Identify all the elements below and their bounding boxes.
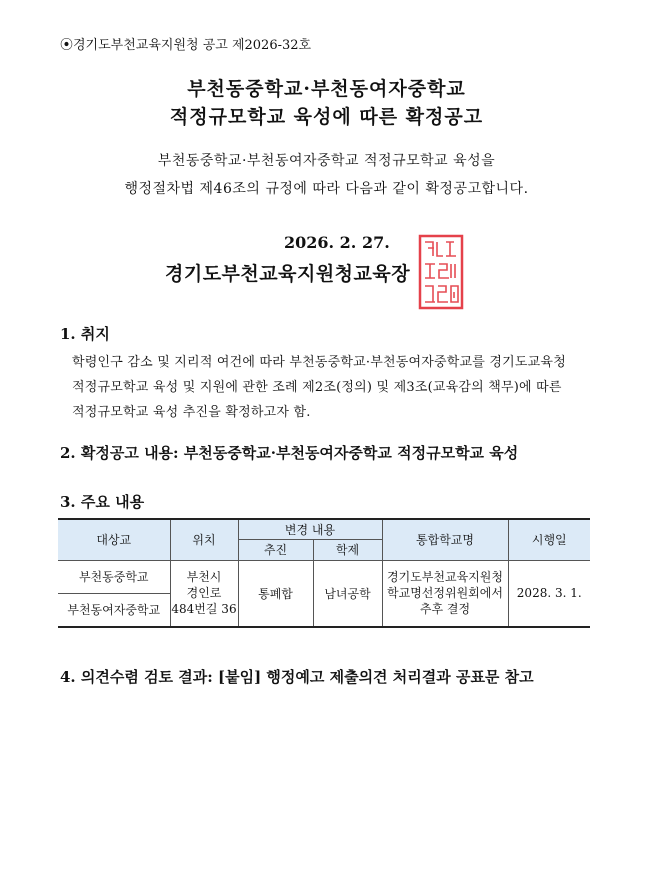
document-title-line1: 부천동중학교·부천동여자중학교 [187, 78, 466, 100]
header-school: 대상교 [58, 519, 170, 560]
location-line: 부천시 [186, 570, 222, 585]
merged-name-line: 경기도부천교육지원청 [387, 570, 503, 585]
section-1-body-line: 적정규모학교 육성 추진을 확정하고자 함. [72, 405, 311, 420]
merged-name-cell [382, 560, 508, 627]
location-cell [170, 560, 238, 627]
table-row [58, 560, 590, 593]
school-system-cell: 남녀공학 [313, 560, 382, 627]
merged-name-line: 학교명선정위원회에서 [387, 586, 503, 601]
intro-line2: 행정절차법 제46조의 규정에 따라 다음과 같이 확정공고합니다. [124, 181, 529, 197]
location-line: 484번길 36 [171, 602, 237, 617]
section-1-body-line: 학령인구 감소 및 지리적 여건에 따라 부천동중학교·부천동여자중학교를 경기도교육청 [72, 355, 566, 370]
notice-number: ⦿경기도부천교육지원청 공고 제2026-32호 [60, 38, 312, 53]
section-1-body-line: 적정규모학교 육성 및 지원에 관한 조례 제2조(정의) 및 제3조(교육감의 책무)에 따른 [72, 380, 562, 395]
announcement-date: 2026. 2. 27. [284, 233, 390, 252]
header-change: 변경 내용 [238, 519, 382, 539]
header-location: 위치 [170, 519, 238, 560]
main-content-table [58, 518, 590, 628]
section-2-heading: 2. 확정공고 내용: 부천동중학교·부천동여자중학교 적정규모학교 육성 [60, 444, 519, 462]
section-1-heading: 1. 취지 [60, 325, 110, 343]
header-merged-name: 통합학교명 [382, 519, 508, 560]
header-promotion: 추진 [238, 539, 313, 560]
school-cell: 부천동중학교 [58, 560, 170, 593]
location-line: 경인로 [186, 586, 222, 601]
merged-name-line: 추후 결정 [419, 602, 471, 617]
section-4-heading: 4. 의견수렴 검토 결과: [붙임] 행정예고 제출의견 처리결과 공표문 참고 [60, 668, 534, 686]
header-school-system: 학제 [313, 539, 382, 560]
issuer-name: 경기도부천교육지원청교육장 [165, 263, 411, 285]
document-title-line2: 적정규모학교 육성에 따른 확정공고 [169, 106, 484, 128]
school-cell: 부천동여자중학교 [58, 593, 170, 627]
header-effective-date: 시행일 [508, 519, 590, 560]
official-seal-stamp [418, 234, 464, 310]
section-3-heading: 3. 주요 내용 [60, 493, 145, 511]
promotion-cell: 통폐합 [238, 560, 313, 627]
effective-date-cell: 2028. 3. 1. [508, 560, 590, 627]
intro-line1: 부천동중학교·부천동여자중학교 적정규모학교 육성을 [157, 153, 496, 169]
